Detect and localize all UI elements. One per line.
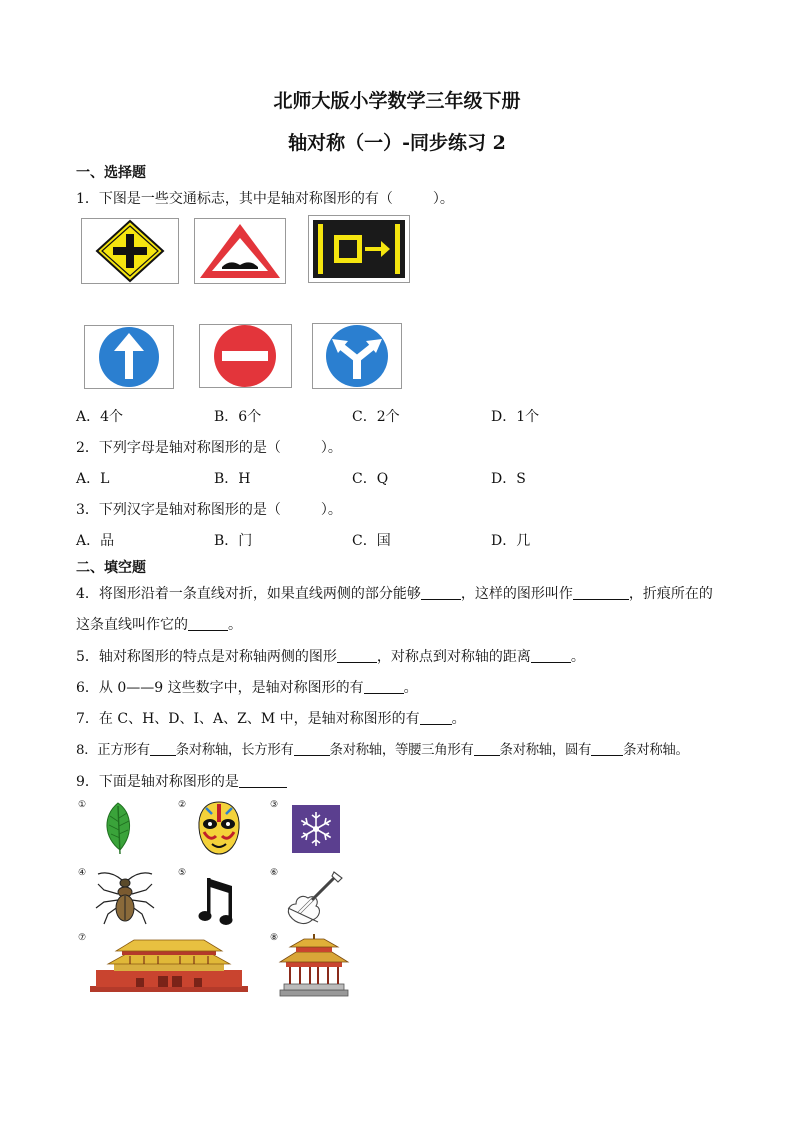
q1-option-d[interactable]: D．1个: [491, 409, 540, 425]
q4-text-3: ，折痕所在的: [628, 586, 713, 602]
q9-label-6: ⑥: [270, 868, 279, 878]
q9-label-4: ④: [78, 868, 87, 878]
q4-blank-2[interactable]: [573, 585, 629, 600]
q1-option-a[interactable]: A．4个: [76, 409, 124, 425]
q9-label-8: ⑧: [270, 933, 279, 943]
q3-stem-end: ）。: [320, 502, 342, 518]
q8-blank-1[interactable]: [150, 741, 176, 756]
q1-stem: [76, 188, 454, 208]
q5-blank-2[interactable]: [531, 648, 571, 663]
q8-blank-4[interactable]: [591, 741, 623, 756]
q9-blank[interactable]: [239, 773, 287, 788]
q8-blank-2[interactable]: [294, 741, 330, 756]
snowflake-icon: [292, 805, 340, 853]
beetle-icon: [92, 868, 158, 926]
q9-label-2: ②: [178, 800, 187, 810]
left-right-turn-sign-icon: [312, 323, 402, 389]
q4-blank-3[interactable]: [188, 616, 228, 631]
q1-option-c[interactable]: C．2个: [352, 409, 400, 425]
crossroad-sign-icon: [81, 218, 179, 284]
q1-stem-text: 1．下图是一些交通标志，其中是轴对称图形的有（: [76, 191, 393, 207]
tiananmen-icon: [88, 936, 250, 994]
no-entry-sign-icon: [199, 324, 292, 388]
q5-text-2: ，对称点到对称轴的距离: [376, 649, 531, 665]
q4-text-2: ，这样的图形叫作: [460, 586, 573, 602]
q6-blank[interactable]: [364, 679, 404, 694]
pavilion-icon: [278, 934, 350, 998]
q4-text-4: 这条直线叫作它的: [76, 617, 188, 633]
q3-option-b[interactable]: B．门: [214, 533, 253, 549]
q4-line1: [76, 583, 713, 603]
leaf-icon: [98, 800, 138, 856]
q9-label-1: ①: [78, 800, 87, 810]
q9-label-7: ⑦: [78, 933, 87, 943]
q9-line: [76, 771, 287, 791]
music-note-icon: [198, 872, 238, 926]
q3-stem-text: 3．下列汉字是轴对称图形的是（: [76, 502, 281, 518]
q8-blank-3[interactable]: [474, 741, 500, 756]
q8-text-5: 条对称轴。: [623, 743, 689, 758]
q2-option-b[interactable]: B．H: [214, 471, 251, 487]
lane-change-sign-icon: [308, 215, 410, 283]
q5-line: [76, 646, 585, 666]
straight-ahead-sign-icon: [84, 325, 174, 389]
violin-icon: [284, 868, 346, 926]
q7-text-1: 7．在 C、H、D、I、A、Z、M 中，是轴对称图形的有: [76, 711, 420, 727]
page-title: 北师大版小学数学三年级下册: [273, 90, 521, 112]
q6-text-2: 。: [403, 680, 418, 696]
q4-text-5: 。: [228, 617, 242, 633]
q7-blank[interactable]: [420, 710, 452, 725]
q5-text-1: 5．轴对称图形的特点是对称轴两侧的图形: [76, 649, 337, 665]
q5-text-3: 。: [570, 649, 585, 665]
bump-warning-sign-icon: [194, 218, 286, 284]
q2-stem: [76, 437, 342, 457]
q6-line: [76, 677, 418, 697]
page-subtitle: 轴对称（一）-同步练习 2: [288, 132, 506, 154]
q3-option-c[interactable]: C．国: [352, 533, 391, 549]
q4-text-1: 4．将图形沿着一条直线对折，如果直线两侧的部分能够: [76, 586, 421, 602]
q8-text-1: 8．正方形有: [76, 743, 150, 758]
q8-text-4: 条对称轴，圆有: [499, 743, 592, 758]
opera-mask-icon: [196, 800, 242, 856]
q1-stem-end: ）。: [432, 191, 454, 207]
q7-line: [76, 708, 466, 728]
q3-stem: [76, 499, 342, 519]
q7-text-2: 。: [451, 711, 466, 727]
q4-line2: [76, 614, 242, 634]
q2-stem-end: ）。: [320, 440, 342, 456]
section-choice: 一、选择题: [76, 165, 146, 181]
q3-option-a[interactable]: A．品: [76, 533, 115, 549]
q1-option-b[interactable]: B．6个: [214, 409, 262, 425]
q2-option-c[interactable]: C．Q: [352, 471, 389, 487]
q4-blank-1[interactable]: [421, 585, 461, 600]
q2-option-a[interactable]: A．L: [76, 471, 110, 487]
q2-option-d[interactable]: D．S: [491, 471, 526, 487]
q9-label-5: ⑤: [178, 868, 187, 878]
q6-text-1: 6．从 0——9 这些数字中，是轴对称图形的有: [76, 680, 364, 696]
q8-text-3: 条对称轴，等腰三角形有: [329, 743, 474, 758]
q8-text-2: 条对称轴，长方形有: [175, 743, 294, 758]
q2-stem-text: 2．下列字母是轴对称图形的是（: [76, 440, 281, 456]
q8-line: [76, 739, 689, 758]
q9-label-3: ③: [270, 800, 279, 810]
q5-blank-1[interactable]: [337, 648, 377, 663]
q3-option-d[interactable]: D．几: [491, 533, 531, 549]
section-fill: 二、填空题: [76, 560, 146, 576]
q9-text: 9．下面是轴对称图形的是: [76, 774, 239, 790]
